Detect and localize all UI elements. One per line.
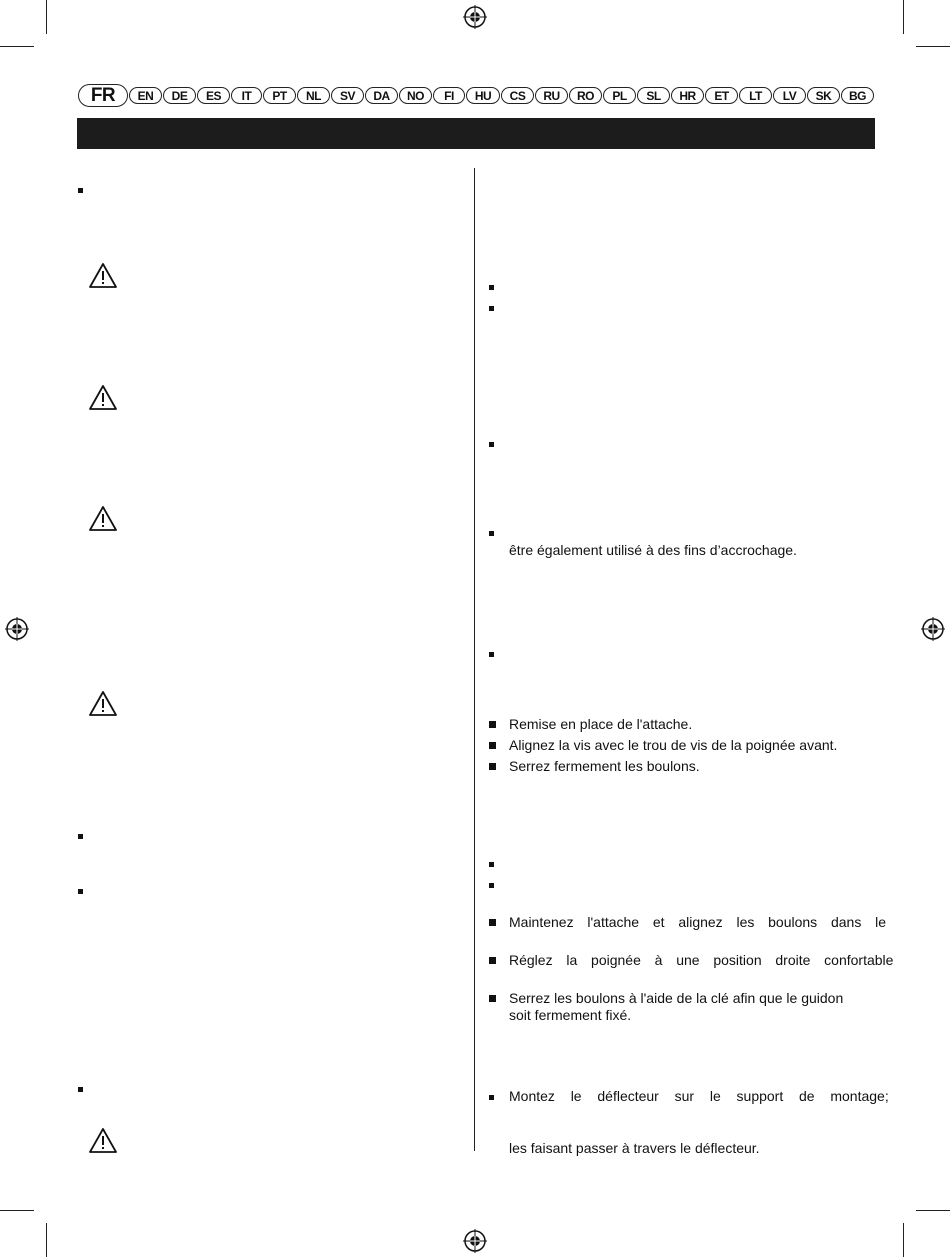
lang-tab-lv[interactable]: LV: [773, 87, 806, 104]
square-bullet-icon: [489, 957, 496, 964]
warning-triangle-icon: [88, 1127, 118, 1154]
lang-tab-sv[interactable]: SV: [331, 87, 364, 104]
handle-step-3-line-2: soit fermement fixé.: [509, 1007, 632, 1023]
hook-usage-text: être également utilisé à des fins d’accrochage.: [509, 542, 797, 558]
square-bullet-icon: [78, 889, 83, 894]
lang-tab-hu[interactable]: HU: [466, 87, 500, 104]
lang-tab-nl[interactable]: NL: [297, 87, 330, 104]
warning-triangle-icon: [88, 384, 118, 411]
handle-step-2: Réglez la poignée à une position droite confortable: [509, 952, 894, 968]
square-bullet-icon: [78, 1087, 83, 1092]
square-bullet-icon: [489, 742, 496, 749]
crop-mark-top-right-h: [916, 46, 950, 47]
square-bullet-icon: [489, 442, 494, 447]
warning-triangle-icon: [88, 262, 118, 289]
attach-step-3: Serrez fermement les boulons.: [509, 758, 700, 774]
lang-tab-sl[interactable]: SL: [637, 87, 670, 104]
lang-tab-no[interactable]: NO: [399, 87, 432, 104]
lang-tab-de[interactable]: DE: [163, 87, 196, 104]
lang-tab-et[interactable]: ET: [705, 87, 738, 104]
square-bullet-icon: [489, 306, 494, 311]
crop-mark-bottom-left-h: [0, 1210, 34, 1211]
deflector-step-line-2: les faisant passer à travers le déflecteur.: [509, 1140, 760, 1156]
lang-tab-en[interactable]: EN: [129, 87, 162, 104]
lang-tab-lt[interactable]: LT: [739, 87, 772, 104]
crop-mark-bottom-left-v: [46, 1223, 47, 1257]
crop-mark-top-left-h: [0, 46, 34, 47]
lang-tab-fr[interactable]: FR: [78, 84, 128, 107]
square-bullet-icon: [489, 995, 496, 1002]
square-bullet-icon: [489, 652, 494, 657]
square-bullet-icon: [489, 721, 496, 728]
square-bullet-icon: [489, 285, 494, 290]
registration-mark-icon: [463, 5, 487, 29]
square-bullet-icon: [78, 188, 83, 193]
lang-tab-pl[interactable]: PL: [603, 87, 636, 104]
handle-step-1: Maintenez l'attache et alignez les boulons dans le: [509, 914, 886, 930]
crop-mark-top-right-v: [903, 0, 904, 34]
lang-tab-es[interactable]: ES: [197, 87, 230, 104]
registration-mark-icon: [5, 617, 29, 641]
square-bullet-icon: [489, 763, 496, 770]
square-bullet-icon: [489, 919, 496, 926]
lang-tab-pt[interactable]: PT: [263, 87, 296, 104]
lang-tab-ro[interactable]: RO: [569, 87, 602, 104]
square-bullet-icon: [78, 834, 83, 839]
deflector-step-line-1: Montez le déflecteur sur le support de montage;: [509, 1088, 889, 1104]
square-bullet-icon: [489, 1095, 494, 1100]
attach-step-1: Remise en place de l'attache.: [509, 716, 693, 732]
registration-mark-icon: [921, 617, 945, 641]
language-tabs: [78, 84, 878, 106]
lang-tab-bg[interactable]: BG: [841, 87, 874, 104]
square-bullet-icon: [489, 862, 494, 867]
warning-triangle-icon: [88, 505, 118, 532]
section-title-bar: [77, 118, 875, 149]
handle-step-3-line-1: Serrez les boulons à l'aide de la clé afin que le guidon: [509, 990, 844, 1006]
column-divider: [474, 168, 475, 1151]
warning-triangle-icon: [88, 690, 118, 717]
crop-mark-bottom-right-h: [916, 1210, 950, 1211]
registration-mark-icon: [463, 1229, 487, 1253]
lang-tab-cs[interactable]: CS: [501, 87, 534, 104]
lang-tab-it[interactable]: IT: [231, 87, 262, 104]
lang-tab-fi[interactable]: FI: [433, 87, 465, 104]
lang-tab-sk[interactable]: SK: [807, 87, 840, 104]
attach-step-2: Alignez la vis avec le trou de vis de la poignée avant.: [509, 737, 838, 753]
square-bullet-icon: [489, 531, 494, 536]
lang-tab-da[interactable]: DA: [365, 87, 398, 104]
square-bullet-icon: [489, 883, 494, 888]
lang-tab-ru[interactable]: RU: [535, 87, 568, 104]
lang-tab-hr[interactable]: HR: [671, 87, 704, 104]
crop-mark-top-left-v: [46, 0, 47, 34]
crop-mark-bottom-right-v: [903, 1223, 904, 1257]
